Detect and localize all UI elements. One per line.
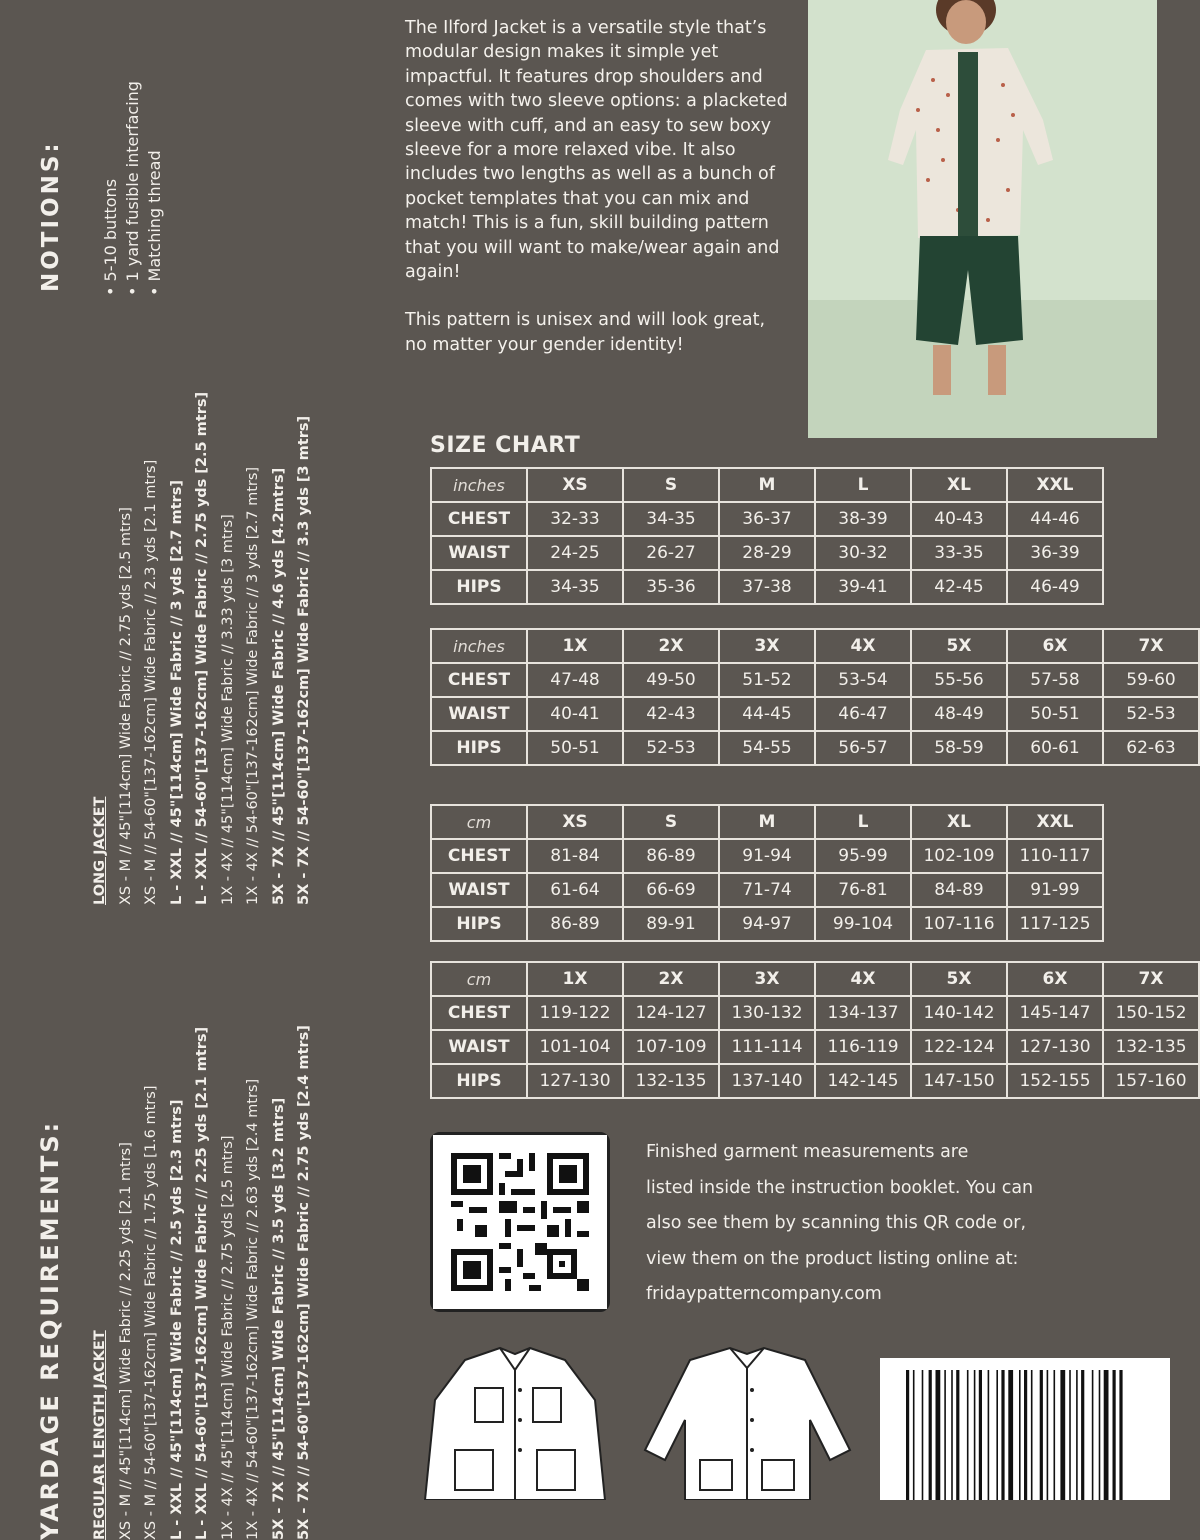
measurement-value: 50-51 xyxy=(1007,697,1103,731)
measurement-value: 28-29 xyxy=(719,536,815,570)
measurement-label: CHEST xyxy=(431,996,527,1030)
yardage-line: 5X - 7X // 54-60"[137-162cm] Wide Fabric // 2.75 yds [2.4 mtrs] xyxy=(296,1025,312,1540)
size-chart-title: SIZE CHART xyxy=(430,433,581,458)
measurement-value: 52-53 xyxy=(1103,697,1199,731)
measurement-value: 130-132 xyxy=(719,996,815,1030)
measurement-row xyxy=(431,536,1103,570)
size-header: L xyxy=(815,468,911,502)
measurement-value: 55-56 xyxy=(911,663,1007,697)
size-header: 6X xyxy=(1007,962,1103,996)
size-header: M xyxy=(719,468,815,502)
measurement-value: 47-48 xyxy=(527,663,623,697)
note-line: Finished garment measurements are xyxy=(646,1142,969,1162)
measurement-value: 61-64 xyxy=(527,873,623,907)
size-header: M xyxy=(719,805,815,839)
measurement-value: 137-140 xyxy=(719,1064,815,1098)
yardage-line: 5X - 7X // 45"[114cm] Wide Fabric // 4.6 yds [4.2mtrs] xyxy=(270,467,287,905)
measurement-value: 42-45 xyxy=(911,570,1007,604)
size-table xyxy=(430,961,1200,1099)
size-header: 5X xyxy=(911,962,1007,996)
website-link[interactable]: fridaypatterncompany.com xyxy=(646,1284,882,1305)
measurement-value: 102-109 xyxy=(911,839,1007,873)
measurement-value: 127-130 xyxy=(1007,1030,1103,1064)
yardage-line: XS - M // 54-60"[137-162cm] Wide Fabric // 2.3 yds [2.1 mtrs] xyxy=(143,459,159,905)
size-header: 2X xyxy=(623,629,719,663)
note-line: listed inside the instruction booklet. You can xyxy=(646,1177,1034,1198)
yardage-line: L - XXL // 45"[114cm] Wide Fabric // 3 yds [2.7 mtrs] xyxy=(168,480,185,905)
measurement-value: 81-84 xyxy=(527,839,623,873)
size-header: XS xyxy=(527,468,623,502)
measurement-value: 56-57 xyxy=(815,731,911,765)
measurement-row xyxy=(431,663,1199,697)
size-table xyxy=(430,467,1104,605)
measurement-row xyxy=(431,907,1103,941)
measurement-value: 34-35 xyxy=(527,570,623,604)
measurement-value: 36-39 xyxy=(1007,536,1103,570)
measurement-value: 44-46 xyxy=(1007,502,1103,536)
measurement-value: 51-52 xyxy=(719,663,815,697)
measurement-value: 62-63 xyxy=(1103,731,1199,765)
yardage-line: XS - M // 45"[114cm] Wide Fabric // 2.25 yds [2.1 mtrs] xyxy=(117,1142,134,1540)
measurement-value: 89-91 xyxy=(623,907,719,941)
measurement-value: 46-47 xyxy=(815,697,911,731)
regular-jacket-header: REGULAR LENGTH JACKET xyxy=(92,1330,108,1540)
yardage-line: 5X - 7X // 54-60"[137-162cm] Wide Fabric // 3.3 yds [3 mtrs] xyxy=(296,415,312,905)
measurement-value: 99-104 xyxy=(815,907,911,941)
measurement-value: 91-99 xyxy=(1007,873,1103,907)
measurement-row xyxy=(431,1064,1199,1098)
measurement-value: 95-99 xyxy=(815,839,911,873)
unit-label: inches xyxy=(431,629,527,663)
measurement-value: 50-51 xyxy=(527,731,623,765)
measurement-value: 86-89 xyxy=(527,907,623,941)
yardage-line: 1X - 4X // 54-60"[137-162cm] Wide Fabric // 3 yds [2.7 mtrs] xyxy=(245,466,261,905)
measurement-value: 76-81 xyxy=(815,873,911,907)
size-header: 4X xyxy=(815,629,911,663)
product-description xyxy=(405,16,790,381)
measurement-row xyxy=(431,1030,1199,1064)
measurement-value: 52-53 xyxy=(623,731,719,765)
yardage-line: L - XXL // 45"[114cm] Wide Fabric // 2.5 yds [2.3 mtrs] xyxy=(168,1099,185,1540)
note-line: view them on the product listing online at: xyxy=(646,1248,1019,1269)
measurement-value: 30-32 xyxy=(815,536,911,570)
measurement-value: 94-97 xyxy=(719,907,815,941)
long-jacket-header: LONG JACKET xyxy=(92,796,108,905)
measurement-value: 107-116 xyxy=(911,907,1007,941)
measurement-value: 44-45 xyxy=(719,697,815,731)
qr-code[interactable] xyxy=(430,1132,610,1312)
measurement-value: 152-155 xyxy=(1007,1064,1103,1098)
measurement-row xyxy=(431,996,1199,1030)
size-header: S xyxy=(623,468,719,502)
notions-title: NOTIONS: xyxy=(38,140,64,292)
measurement-value: 145-147 xyxy=(1007,996,1103,1030)
measurement-value: 40-43 xyxy=(911,502,1007,536)
measurement-value: 140-142 xyxy=(911,996,1007,1030)
size-header: 1X xyxy=(527,962,623,996)
measurement-value: 26-27 xyxy=(623,536,719,570)
size-header: 2X xyxy=(623,962,719,996)
measurement-value: 122-124 xyxy=(911,1030,1007,1064)
long-jacket-yardage xyxy=(88,392,318,905)
measurement-value: 142-145 xyxy=(815,1064,911,1098)
measurement-label: HIPS xyxy=(431,907,527,941)
measurement-value: 66-69 xyxy=(623,873,719,907)
measurement-label: HIPS xyxy=(431,570,527,604)
measurement-value: 38-39 xyxy=(815,502,911,536)
measurement-value: 132-135 xyxy=(1103,1030,1199,1064)
measurement-value: 116-119 xyxy=(815,1030,911,1064)
measurement-label: WAIST xyxy=(431,873,527,907)
jacket-front-sketch-flap xyxy=(635,1340,860,1504)
yardage-line: XS - M // 45"[114cm] Wide Fabric // 2.75 yds [2.5 mtrs] xyxy=(117,507,134,905)
unit-label: inches xyxy=(431,468,527,502)
measurement-value: 107-109 xyxy=(623,1030,719,1064)
measurement-row xyxy=(431,502,1103,536)
measurement-value: 34-35 xyxy=(623,502,719,536)
measurement-value: 127-130 xyxy=(527,1064,623,1098)
note-line: also see them by scanning this QR code or, xyxy=(646,1213,1027,1234)
yardage-title: YARDAGE REQUIREMENTS: xyxy=(36,1119,64,1540)
measurement-value: 58-59 xyxy=(911,731,1007,765)
yardage-line: 1X - 4X // 45"[114cm] Wide Fabric // 2.75 yds [2.5 mtrs] xyxy=(219,1135,236,1540)
measurement-value: 40-41 xyxy=(527,697,623,731)
measurement-value: 33-35 xyxy=(911,536,1007,570)
size-table xyxy=(430,628,1200,766)
yardage-line: 1X - 4X // 45"[114cm] Wide Fabric // 3.33 yds [3 mtrs] xyxy=(219,514,236,905)
regular-jacket-yardage xyxy=(88,1025,318,1540)
measurement-value: 132-135 xyxy=(623,1064,719,1098)
size-header: 7X xyxy=(1103,629,1199,663)
size-header: 1X xyxy=(527,629,623,663)
size-header: XL xyxy=(911,805,1007,839)
measurement-value: 54-55 xyxy=(719,731,815,765)
size-header: XXL xyxy=(1007,468,1103,502)
size-header: 3X xyxy=(719,962,815,996)
measurement-value: 157-160 xyxy=(1103,1064,1199,1098)
yardage-line: L - XXL // 54-60"[137-162cm] Wide Fabric // 2.25 yds [2.1 mtrs] xyxy=(194,1026,210,1540)
measurement-value: 111-114 xyxy=(719,1030,815,1064)
measurement-value: 48-49 xyxy=(911,697,1007,731)
measurement-value: 46-49 xyxy=(1007,570,1103,604)
measurement-value: 36-37 xyxy=(719,502,815,536)
unit-label: cm xyxy=(431,962,527,996)
measurement-label: WAIST xyxy=(431,1030,527,1064)
barcode xyxy=(880,1358,1170,1500)
yardage-line: 1X - 4X // 54-60"[137-162cm] Wide Fabric // 2.63 yds [2.4 mtrs] xyxy=(245,1078,261,1540)
measurement-value: 150-152 xyxy=(1103,996,1199,1030)
measurement-value: 86-89 xyxy=(623,839,719,873)
size-header: XL xyxy=(911,468,1007,502)
yardage-line: L - XXL // 54-60"[137-162cm] Wide Fabric // 2.75 yds [2.5 mtrs] xyxy=(194,391,210,905)
notion-item: • Matching thread xyxy=(145,150,164,296)
measurement-value: 91-94 xyxy=(719,839,815,873)
measurement-value: 101-104 xyxy=(527,1030,623,1064)
measurement-value: 71-74 xyxy=(719,873,815,907)
measurement-row xyxy=(431,731,1199,765)
yardage-line: 5X - 7X // 45"[114cm] Wide Fabric // 3.5 yds [3.2 mtrs] xyxy=(270,1097,287,1540)
measurement-value: 117-125 xyxy=(1007,907,1103,941)
measurement-value: 39-41 xyxy=(815,570,911,604)
description-paragraph: The Ilford Jacket is a versatile style that’s modular design makes it simple yet impactful. It features drop shoulders and comes with two sleeve options: a placketed sleeve with cuff, and an easy to sew boxy sleeve for a more relaxed vibe. It also includes two lengths as well as a bunch of pocket templates that you can mix and match! This is a fun, skill building pattern that you will want to make/wear again and again! xyxy=(405,18,788,283)
size-header: 4X xyxy=(815,962,911,996)
size-table xyxy=(430,804,1104,942)
unit-label: cm xyxy=(431,805,527,839)
measurement-row xyxy=(431,697,1199,731)
size-header: S xyxy=(623,805,719,839)
measurement-row xyxy=(431,873,1103,907)
measurement-value: 24-25 xyxy=(527,536,623,570)
measurement-value: 110-117 xyxy=(1007,839,1103,873)
size-header: 3X xyxy=(719,629,815,663)
measurement-value: 84-89 xyxy=(911,873,1007,907)
measurement-value: 57-58 xyxy=(1007,663,1103,697)
measurement-row xyxy=(431,839,1103,873)
measurement-value: 42-43 xyxy=(623,697,719,731)
notion-item: • 1 yard fusible interfacing xyxy=(123,81,142,296)
jacket-front-sketch-pockets xyxy=(415,1340,615,1504)
measurement-value: 37-38 xyxy=(719,570,815,604)
model-photo xyxy=(808,0,1157,438)
measurement-label: WAIST xyxy=(431,536,527,570)
measurement-value: 32-33 xyxy=(527,502,623,536)
measurement-value: 53-54 xyxy=(815,663,911,697)
measurement-value: 119-122 xyxy=(527,996,623,1030)
size-header: XS xyxy=(527,805,623,839)
size-header: 5X xyxy=(911,629,1007,663)
measurement-label: CHEST xyxy=(431,502,527,536)
measurement-label: CHEST xyxy=(431,663,527,697)
measurement-value: 134-137 xyxy=(815,996,911,1030)
measurement-value: 49-50 xyxy=(623,663,719,697)
measurement-row xyxy=(431,570,1103,604)
measurement-label: HIPS xyxy=(431,731,527,765)
description-paragraph: This pattern is unisex and will look great, no matter your gender identity! xyxy=(405,310,766,355)
yardage-line: XS - M // 54-60"[137-162cm] Wide Fabric // 1.75 yds [1.6 mtrs] xyxy=(143,1085,159,1540)
notion-item: • 5-10 buttons xyxy=(101,178,120,296)
size-header: L xyxy=(815,805,911,839)
finished-measurements-note xyxy=(646,1135,1066,1313)
size-header: XXL xyxy=(1007,805,1103,839)
measurement-label: WAIST xyxy=(431,697,527,731)
measurement-label: HIPS xyxy=(431,1064,527,1098)
size-header: 7X xyxy=(1103,962,1199,996)
measurement-value: 60-61 xyxy=(1007,731,1103,765)
notions-list xyxy=(100,81,166,296)
measurement-value: 59-60 xyxy=(1103,663,1199,697)
measurement-label: CHEST xyxy=(431,839,527,873)
measurement-value: 124-127 xyxy=(623,996,719,1030)
measurement-value: 35-36 xyxy=(623,570,719,604)
size-header: 6X xyxy=(1007,629,1103,663)
measurement-value: 147-150 xyxy=(911,1064,1007,1098)
